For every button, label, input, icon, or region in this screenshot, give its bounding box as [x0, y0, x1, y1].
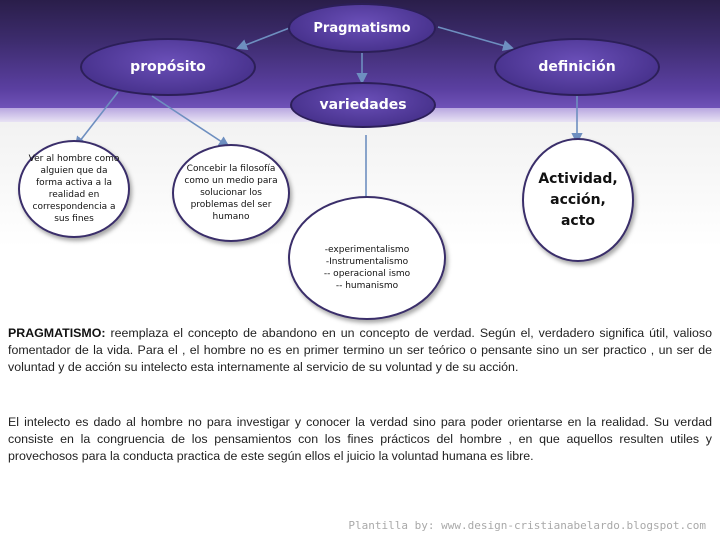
paragraph-intelecto-text: El intelecto es dado al hombre no para investigar y conocer la verdad sino para poder orientarse en la realidad. Su verdad consiste en la congruencia de los pensamientos con los fines prácticos del hombre , en que aquellos resulten utiles y provechosos para la conducta practica de este según ellos el juicio la voluntad humana es libre.	[8, 415, 712, 463]
paragraph-pragmatismo	[8, 325, 712, 376]
variedad-item: -- humanismo	[335, 281, 399, 291]
node-definicion-detail	[522, 138, 634, 262]
node-definicion-detail-text: Actividad, acción, acto	[538, 170, 618, 229]
paragraph-body: reemplaza el concepto de abandono en un concepto de verdad. Según el, verdadero significa útil, valioso fomentador de la vida. Para el , el hombre no es en primer termino un ser teórico o pensante sino un ser practico , un ser de voluntad y de acción su intelecto esta internamente al servicio de su voluntad y de su acción.	[8, 326, 712, 374]
line-root-definicion	[438, 27, 512, 48]
paragraph-label: PRAGMATISMO:	[8, 326, 106, 340]
node-proposito-detail	[18, 140, 130, 238]
node-proposito-detail-text: Ver al hombre como alguien que da forma activa a la realidad en correspondencia a sus fines	[28, 154, 120, 224]
node-pragmatismo-label: Pragmatismo	[313, 20, 411, 36]
node-variedades	[290, 82, 436, 128]
line-proposito-concebir	[152, 96, 228, 146]
node-concebir-detail	[172, 144, 290, 242]
variedad-item: -experimentalismo	[324, 245, 410, 255]
node-definicion-label: definición	[538, 59, 616, 75]
node-variedades-list	[288, 196, 446, 320]
node-pragmatismo	[288, 3, 436, 53]
node-proposito-label: propósito	[130, 59, 206, 75]
node-variedades-label: variedades	[319, 97, 407, 113]
line-root-proposito	[238, 27, 292, 48]
node-proposito	[80, 38, 256, 96]
line-proposito-detail	[76, 92, 118, 146]
paragraph-intelecto	[8, 414, 712, 465]
template-credit: Plantilla by: www.design-cristianabelardo.blogspot.com	[348, 519, 706, 532]
variedad-item: -- operacional ismo	[323, 269, 411, 279]
variedades-items	[324, 244, 410, 292]
variedad-item: -Instrumentalismo	[325, 257, 409, 267]
node-definicion	[494, 38, 660, 96]
node-concebir-detail-text: Concebir la filosofía como un medio para solucionar los problemas del ser humano	[184, 164, 278, 222]
